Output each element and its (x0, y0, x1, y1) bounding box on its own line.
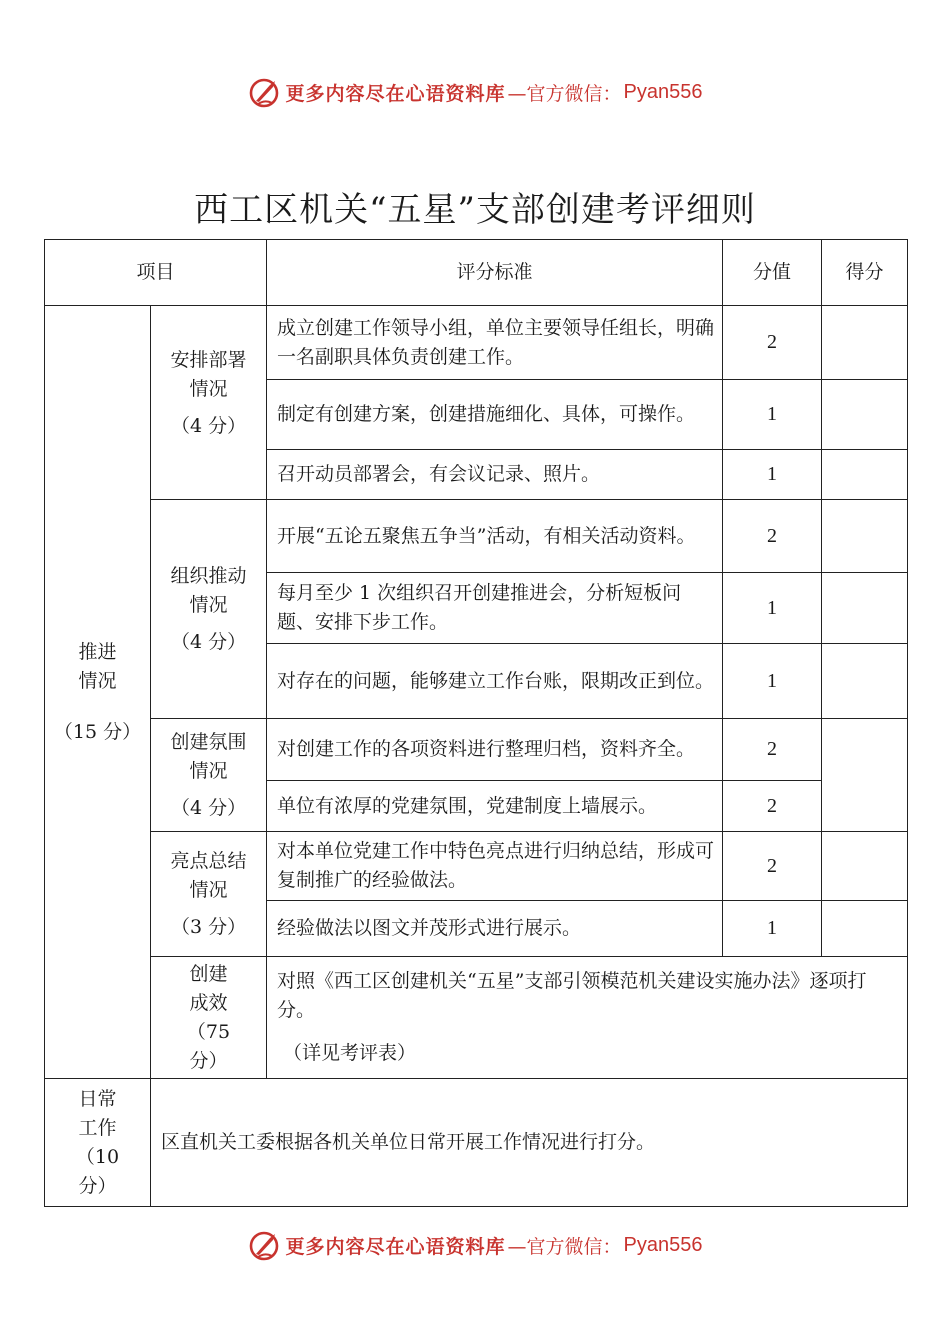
header-item: 项目 (45, 240, 267, 306)
table-row (45, 719, 908, 781)
pen-logo-icon (248, 75, 282, 109)
criteria-cell: 制定有创建方案，创建措施细化、具体，可操作。 (267, 380, 723, 450)
value-cell: 2 (723, 832, 822, 901)
score-cell[interactable] (822, 380, 908, 450)
section-progress (45, 306, 151, 1079)
table-row (45, 832, 908, 901)
group-arrangement (151, 306, 267, 500)
group-name-2: 情况 (189, 378, 228, 400)
section-progress-points: （15 分） (53, 720, 142, 743)
table-row (45, 957, 908, 1079)
group-name-1: 安排部署 (170, 349, 247, 371)
group-points: （4 分） (170, 415, 247, 437)
criteria-cell: 成立创建工作领导小组，单位主要领导任组长，明确一名副职具体负责创建工作。 (267, 306, 723, 380)
group-highlights (151, 832, 267, 957)
section-progress-name-2: 情况 (78, 669, 117, 692)
header-value: 分值 (723, 240, 822, 306)
group-atmosphere (151, 719, 267, 832)
watermark-main-text: 更多内容尽在心语资料库 (285, 82, 506, 105)
group-name-2: 情况 (189, 759, 228, 782)
value-cell: 1 (723, 901, 822, 957)
header-criteria: 评分标准 (267, 240, 723, 306)
watermark-main-text: 更多内容尽在心语资料库 (285, 1235, 506, 1258)
criteria-cell: 召开动员部署会，有会议记录、照片。 (267, 450, 723, 500)
group-name-1: 组织推动 (170, 564, 247, 587)
value-cell: 2 (723, 719, 822, 781)
group-points: （4 分） (170, 630, 247, 653)
criteria-cell: 单位有浓厚的党建氛围，党建制度上墙展示。 (267, 781, 723, 832)
score-cell[interactable] (822, 719, 908, 832)
watermark-banner-bottom (0, 1225, 950, 1265)
criteria-cell: 对本单位党建工作中特色亮点进行归纳总结，形成可复制推广的经验做法。 (267, 832, 723, 901)
criteria-cell: 经验做法以图文并茂形式进行展示。 (267, 901, 723, 957)
section-results-note: （详见考评表） (283, 1042, 417, 1064)
section-daily-name-2: 工作 (78, 1116, 117, 1139)
score-cell[interactable] (822, 306, 908, 380)
value-cell: 1 (723, 450, 822, 500)
watermark-wechat-label: —官方微信： (507, 1235, 622, 1258)
criteria-cell: 对存在的问题，能够建立工作台账，限期改正到位。 (267, 644, 723, 719)
section-daily (45, 1079, 151, 1207)
table-row (45, 1079, 908, 1207)
group-name-1: 创建氛围 (170, 730, 247, 753)
score-cell[interactable] (822, 500, 908, 573)
value-cell: 1 (723, 380, 822, 450)
group-name-1: 亮点总结 (170, 849, 247, 872)
watermark-wechat-id: Pyan556 (623, 80, 703, 103)
score-cell[interactable] (822, 573, 908, 644)
section-daily-points-2: 分） (78, 1174, 117, 1197)
score-cell[interactable] (822, 832, 908, 901)
section-daily-points-1: （10 (75, 1145, 120, 1168)
group-promotion (151, 500, 267, 719)
criteria-cell: 每月至少 1 次组织召开创建推进会，分析短板问题、安排下步工作。 (267, 573, 723, 644)
criteria-cell: 开展“五论五聚焦五争当”活动，有相关活动资料。 (267, 500, 723, 573)
evaluation-table (44, 239, 908, 1207)
section-results-criteria (267, 957, 908, 1079)
table-row (45, 500, 908, 573)
group-points: （4 分） (170, 796, 247, 819)
section-results-points-1: （75 (186, 1020, 231, 1043)
section-daily-name-1: 日常 (78, 1087, 117, 1110)
group-name-2: 情况 (189, 593, 228, 616)
section-results (151, 957, 267, 1079)
pen-logo-icon (248, 1228, 282, 1262)
value-cell: 2 (723, 306, 822, 380)
watermark-wechat-label: —官方微信： (507, 82, 622, 105)
table-row (45, 306, 908, 380)
score-cell[interactable] (822, 901, 908, 957)
watermark-wechat-id: Pyan556 (623, 1233, 703, 1256)
value-cell: 1 (723, 644, 822, 719)
section-results-text: 对照《西工区创建机关“五星”支部引领模范机关建设实施办法》逐项打分。 (277, 970, 867, 1021)
header-score: 得分 (822, 240, 908, 306)
group-points: （3 分） (170, 915, 247, 938)
criteria-cell: 对创建工作的各项资料进行整理归档，资料齐全。 (267, 719, 723, 781)
watermark-banner-top (0, 72, 950, 112)
value-cell: 2 (723, 781, 822, 832)
score-cell[interactable] (822, 450, 908, 500)
section-daily-criteria: 区直机关工委根据各机关单位日常开展工作情况进行打分。 (151, 1079, 908, 1207)
table-header-row (45, 240, 908, 306)
section-progress-name-1: 推进 (78, 640, 117, 663)
section-results-name-1: 创建 (189, 962, 228, 985)
value-cell: 2 (723, 500, 822, 573)
score-cell[interactable] (822, 644, 908, 719)
group-name-2: 情况 (189, 878, 228, 901)
document-title: 西工区机关“五星”支部创建考评细则 (194, 190, 756, 230)
section-results-points-2: 分） (189, 1049, 228, 1072)
value-cell: 1 (723, 573, 822, 644)
section-results-name-2: 成效 (189, 991, 228, 1014)
